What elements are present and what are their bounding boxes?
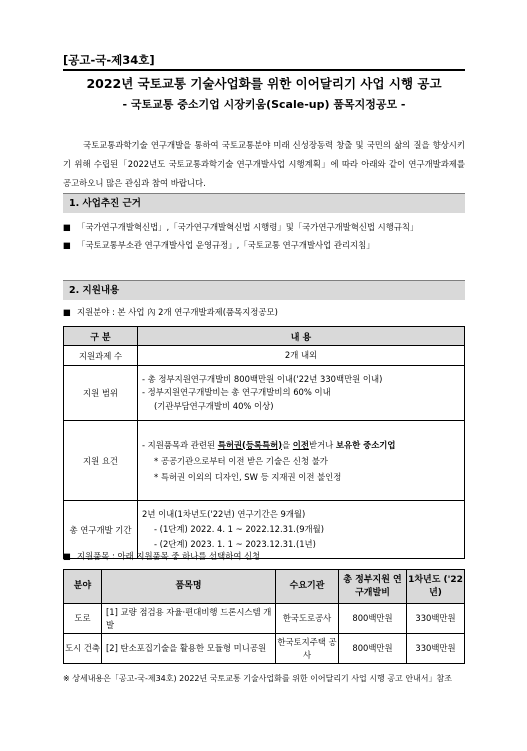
- table-header-row: [64, 327, 465, 346]
- cell-field: 도로: [64, 604, 102, 634]
- list-item: ■ 「국가연구개발혁신법」,「국가연구개발혁신법 시행령」및「국가연구개발혁신법 시행규칙」: [63, 218, 465, 236]
- page-subtitle: - 국토교통 중소기업 시장키움(Scale-up) 품목지정공모 -: [122, 98, 406, 111]
- cell-first-year: 330백만원: [407, 604, 465, 634]
- square-bullet-icon: ■: [63, 222, 71, 232]
- page-title: 2022년 국토교통 기술사업화를 위한 이어달리기 사업 시행 공고: [86, 76, 442, 91]
- row-value: - 지원품목과 관련된 특허권(등록특허)을 이전받거나 보유한 중소기업 * 공공기관으로부터 이전 받은 기술은 신청 불가 * 특허권 이외의 디자인, SW 등 지재권 이전 불인정: [138, 421, 465, 501]
- cell-item-name: [1] 교량 점검용 자율·편대비행 드론시스템 개발: [102, 604, 276, 634]
- row-value: 2년 이내(1차년도('22년) 연구기간은 9개월) - (1단계) 2022. 4. 1 ~ 2022.12.31.(9개월) - (2단계) 2023. 1. 1 ~ 2023.12.31.(1년): [138, 501, 465, 559]
- table-row: [64, 346, 465, 366]
- notice-number: [공고-국-제34호]: [63, 53, 155, 67]
- intro-paragraph: [63, 136, 465, 193]
- title-divider: [63, 69, 465, 71]
- table-row: [64, 634, 465, 664]
- list-item: ■ 지원분야 : 본 사업 內 2개 연구개발과제(품목지정공모): [63, 303, 465, 321]
- table-row: [64, 604, 465, 634]
- row-value: - 총 정부지원연구개발비 800백만원 이내('22년 330백만원 이내) - 정부지원연구개발비는 총 연구개발비의 60% 이내 (기관부담연구개발비 40% 이상): [138, 366, 465, 421]
- header-field: 분야: [64, 570, 102, 604]
- cell-field: 도시 건축: [64, 634, 102, 664]
- cell-total: 800백만원: [339, 604, 407, 634]
- header-category: 구 분: [64, 327, 138, 346]
- table-header-row: [64, 570, 465, 604]
- section-1-bullets: [63, 218, 465, 254]
- section-1-heading: 1. 사업추진 근거: [63, 193, 465, 213]
- items-table: [63, 569, 465, 664]
- list-item: ■ 지원품목 : 아래 지원품목 중 하나를 선택하여 신청: [63, 547, 465, 565]
- list-item: ■ 「국토교통부소관 연구개발사업 운영규정」,「국토교통 연구개발사업 관리지침」: [63, 236, 465, 254]
- square-bullet-icon: ■: [63, 307, 71, 317]
- square-bullet-icon: ■: [63, 240, 71, 250]
- row-label: 지원 요건: [64, 421, 138, 501]
- header-content: 내 용: [138, 327, 465, 346]
- header-first-year: 1차년도 ('22년): [407, 570, 465, 604]
- header-item-name: 품목명: [102, 570, 276, 604]
- field-bullet: [63, 303, 465, 321]
- cell-item-name: [2] 탄소포집기술을 활용한 모듈형 미니공원: [102, 634, 276, 664]
- cell-total: 800백만원: [339, 634, 407, 664]
- intro-text: 국토교통과학기술 연구개발을 통하여 국토교통분야 미래 신성장동력 창출 및 국민의 삶의 질을 향상시키기 위해 수립된「2022년도 국토교통과학기술 연구개발사업 시행계획」에 따라 아래와 같이 연구개발과제를 공고하오니 많은 관심과 참여 바랍니다.: [63, 140, 465, 188]
- cell-org: 한국도로공사: [276, 604, 339, 634]
- header-org: 수요기관: [276, 570, 339, 604]
- cell-first-year: 330백만원: [407, 634, 465, 664]
- row-label: 총 연구개발 기간: [64, 501, 138, 559]
- row-value: 2개 내외: [138, 346, 465, 366]
- row-label: 지원 범위: [64, 366, 138, 421]
- item-bullet: [63, 547, 465, 565]
- cell-org: 한국토지주택 공사: [276, 634, 339, 664]
- square-bullet-icon: ■: [63, 551, 71, 561]
- header-total: 총 정부지원 연구개발비: [339, 570, 407, 604]
- support-table: [63, 326, 465, 559]
- table-row: [64, 421, 465, 501]
- section-2-heading: 2. 지원내용: [63, 280, 465, 300]
- row-label: 지원과제 수: [64, 346, 138, 366]
- table-row: [64, 366, 465, 421]
- footnote: ※ 상세내용은「공고-국-제34호) 2022년 국토교통 기술사업화를 위한 이어달리기 사업 시행 공고 안내서」참조: [63, 674, 452, 683]
